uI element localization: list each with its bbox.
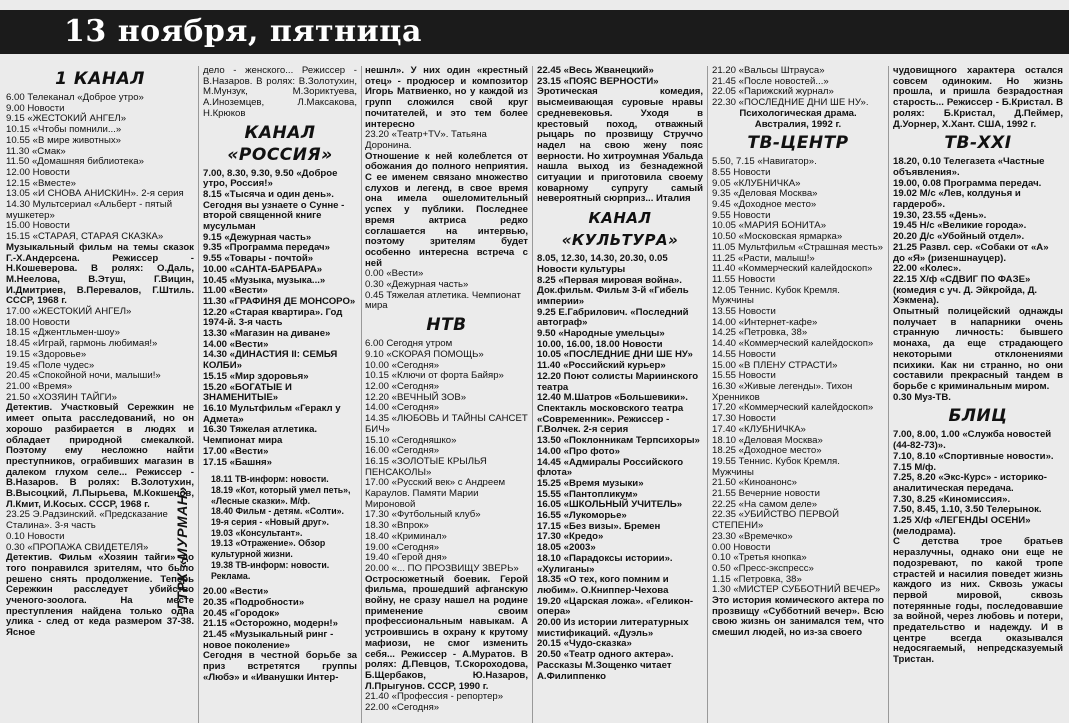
program-listing: 18.20, 0.10 Телегазета «Частные объявления». 19.00, 0.08 Программа передач. 19.02 М/с «Лев, колдунья и гардероб». 19.30, 23.55 «День». 19.45 Н/с «Великие города». 20.20 Д/с «Убойный отдел». 21.25 Развл. сер. «Собаки от «А» до «Я» (ризеншнауцер). 22.00 «Колес». 22.15 Х/ф «СДВИГ ПО ФАЗЕ» (комедия с уч. Д. Эйкройда, Д. Хэкмена). [893,156,1049,307]
channel-title-russia: КАНАЛ «РОССИЯ» [227,122,333,165]
program-listing: 7.00, 8.30, 9.30, 9.50 «Доброе утро, Россия!» 8.15 «Тысяча и один день». Сегодня вы узнаете о Сунне - второй священной книге мусульман 9.15 «Дежурная часть» 9.35 «Программа передач» 9.55 «Товары - почтой» 10.00 «САНТА-БАРБАРА» 10.45 «Музыка, музыка...» 11.00 «Вести» 11.30 «ГРАФИНЯ ДЕ МОНСОРО» 12.20 «Старая квартира». Год 1974-й. 3-я часть 13.30 «Магазин на диване» 14.00 «Вести» 14.30 «ДИНАСТИЯ II: СЕМЬЯ КОЛБИ» 15.15 «Мир здоровья» 15.20 «БОГАТЫЕ И ЗНАМЕНИТЫЕ» 16.10 Мультфильм «Геракл у Адмета» 16.30 Тяжелая атлетика. Чемпионат мира 17.00 «Вести» 17.15 «Башня» [203,167,356,468]
channel-title-ntv: НТВ [426,315,467,336]
program-description: Сегодня в честной борьбе за приз встретятся группы «Любэ» и «Иванушки Интер- [203,650,360,683]
program-description: Музыкальный фильм на темы сказок Г.-Х.Андерсена. Режиссер - Н.Кошеверова. В ролях: О.Даль, М.Неелова, В.Этуш, Г.Вицин, И.Дмитриев, В.Перевалов, Г.Штиль. СССР, 1968 г. [6,241,197,307]
column-channel-tv21 [893,65,1066,723]
column-channel-kultura [537,65,706,723]
column-channel-one [6,66,197,723]
program-listing: 21.40 «Профессия - репортер» 22.00 «Сегодня» [365,691,504,714]
channel-title-tv21: ТВ-XXI [944,133,1012,154]
column-divider [532,66,533,723]
page-title: 13 ноября, пятница [64,14,422,49]
program-listing: 6.00 Сегодня утром 9.10 «СКОРАЯ ПОМОЩЬ» 10.00 «Сегодня» 10.15 «Ключи от форта Байяр» 12.00 «Сегодня» 12.20 «ВЕЧНЫЙ ЗОВ» 14.00 «Сегодня» 14.35 «ЛЮБОВЬ И ТАЙНЫ САНСЕТ БИЧ» 15.10 «Сегодняшко» 16.00 «Сегодня» 16.15 «ЗОЛОТЫЕ КРЫЛЬЯ ПЕНСАКОЛЫ» 17.00 «Русский век» с Андреем Караулов. Памяти Марии Мироновой 17.30 «Футбольный клуб» 18.30 «Впрок» 18.40 «Криминал» 19.00 «Сегодня» 19.40 «Герой дня» 20.00 «... ПО ПРОЗВИЩУ ЗВЕРЬ» [365,338,528,574]
program-description: чудовищного характера остался совсем одиноким. Но жизнь прошла, и пришла безрадостная старость... Режиссер - Б.Кристал. В ролях: Б.Кристал, Д.Пеймер, Д.Уорнер, Х.Хант. США, 1992 г. [893,65,1066,130]
program-description: Это история комического актера по прозвищу «Субботний вечер». Всю свою жизнь он занимался тем, что смешил людей, но из-за своего [712,595,887,639]
program-description: Детектив. Участковый Сережкин не имеет опыта расследований, но он хорошо разбирается в людях и обладает природной смекалкой. Поэтому ему несложно найти преступников, ограбивших магазин в далеком глухом селе... Режиссер - В.Назаров. В ролях: В.Золотухин, В.Высоцкий, Л.Пырьева, М.Кокшенов, Л.Кмит, И.Косых. СССР, 1968 г. [6,402,197,510]
program-listing: 17.00 «ЖЕСТОКИЙ АНГЕЛ» 18.00 Новости 18.15 «Джентльмен-шоу» 18.45 «Играй, гармонь любимая!» 19.15 «Здоровье» 19.45 «Поле чудес» 20.45 «Спокойной ночи, малыши!» 21.00 «Время» 21.50 «ХОЗЯИН ТАЙГИ» [6,306,161,403]
channel-title-kultura: КАНАЛ «КУЛЬТУРА» [561,209,679,250]
channel-title-1kanal: 1 КАНАЛ [55,69,145,89]
program-listing: 20.00 «Вести» 20.35 «Подробности» 20.45 «Городок» 21.15 «Осторожно, модерн!» 21.45 «Музыкальный ринг - новое поколение» [203,586,338,651]
regional-vertical-label [168,460,196,650]
program-listing: 21.20 «Вальсы Штрауса» 21.45 «После новостей...» 22.05 «Парижский журнал» 22.30 «ПОСЛЕДНИЕ ДНИ ШЕ НУ». [712,65,869,109]
program-description: Остросюжетный боевик. Герой фильма, прошедший афганскую войну, не сразу нашел на родине применение своим профессиональным навыкам. А устроившись в охрану к крутому мафиози, не смог изменить себя... Режиссер - А.Муратов. В ролях: Д.Певцов, Т.Скороходова, Б.Щербаков, Ю.Назаров, Л.Прыгунов. СССР, 1990 г. [365,573,531,692]
channel-title-tvcenter: ТВ-ЦЕНТР [747,133,849,154]
program-listing: 7.00, 8.00, 1.00 «Служба новостей (44-82-73)». 7.10, 8.10 «Спортивные новости». 7.15 М/ф. 7.25, 8.20 «Экс-Курс» - историко-аналитическая передача. 7.30, 8.25 «Киномиссия». 7.50, 8.45, 1.10, 3.50 Телерынок. 1.25 Х/ф «ЛЕГЕНДЫ ОСЕНИ» (мелодрама). [893,429,1054,537]
column-channel-tvcenter [712,65,887,723]
program-description: Детектив. Фильм «Хозяин тайги» до того понравился зрителям, что было решено снять продолжение. Теперь Сережкин расследует убийство ученого-зоолога. На месте преступления найдена только одна улика - след от кеда размером 37-38. Ясное [6,552,197,639]
program-listing: 8.05, 12.30, 14.30, 20.30, 0.05 Новости культуры 8.25 «Первая мировая война». Док.фильм. Фильм 3-й «Гибель империи» 9.25 Е.Габрилович. «Последний автограф» 9.50 «Народные умельцы» 10.00, 16.00, 18.00 Новости 10.05 «ПОСЛЕДНИЕ ДНИ ШЕ НУ» 11.40 «Российский курьер» 12.20 Поют солисты Мариинского театра 12.40 М.Шатров «Большевики». Спектакль московского театра «Современник». Режиссер - Г.Волчек. 2-я серия 13.50 «Поклонникам Терпсихоры» 14.00 «Про фото» 14.45 «Адмиралы Российского флота» 15.25 «Время музыки» 15.55 «Пантопликум» 16.05 «ШКОЛЬНЫЙ УЧИТЕЛЬ» 16.55 «Лукоморье» 17.15 «Без визы». Бремен 17.30 «Кредо» 18.05 «2003» 18.10 «Парадоксы истории». «Хулиганы» 18.35 «О тех, кого помним и любим». О.Книппер-Чехова 19.20 «Царская ложа». «Геликон-опера» 20.00 Из истории литературных мистификаций. «Дуэль» 20.15 «Чудо-сказка» 20.50 «Театр одного актера». Рассказы М.Зощенко читает А.Филиппенко [537,253,700,682]
program-description: С детства трое братьев неразлучны, однако они еще не подозревают, по какой тропе страстей и насилия поведет жизнь каждого из них. Сквозь ужасы первой мировой, сквозь потерянные годы, последовавшие за войной, через любовь и потери, предательство и надежду. И в центре всегда оказывался недосягаемый, непредсказуемый Тристан. [893,536,1066,666]
column-channel-ntv [365,65,531,723]
column-channel-russia [203,65,360,723]
program-description: Эротическая комедия, высмеивающая суровые нравы средневековья. Уходя в крестовый поход, отважный рыцарь по прозвищу Струччо надел на свою жену пояс верности. Но хитроумная Убальда нашла выход из безнадежной ситуации и приготовила своему коварному супругу самый невероятный сюрприз... Италия [537,86,706,205]
program-description: нешнл». У них один «крестный отец» - продюсер и композитор Игорь Матвиенко, но у каждой из групп сложился свой круг почитателей, и это тем более интересно [365,65,531,130]
program-description: дело - женского... Режиссер - В.Назаров. В ролях: В.Золотухин, М.Мунзук, М.Зориктуева, А.Иноземцев, Л.Максакова, Н.Крюков [203,65,360,119]
program-listing: 23.25 Э.Радзинский. «Предсказание Сталина». 3-я часть 0.10 Новости 0.30 «ПРОПАЖА СВИДЕТЕЛЯ» [6,509,168,553]
program-listing: 6.00 Телеканал «Доброе утро» 9.00 Новости 9.15 «ЖЕСТОКИЙ АНГЕЛ» 10.15 «Чтобы помнили...» 10.55 «В мире животных» 11.30 «Смак» 11.50 «Домашняя библиотека» 12.00 Новости 12.15 «Вместе» 13.05 «И СНОВА АНИСКИН». 2-я серия 14.30 Мультсериал «Альберт - пятый мушкетер» 15.00 Новости 15.15 «СТАРАЯ, СТАРАЯ СКАЗКА» [6,92,184,243]
column-divider [361,66,362,723]
page-header [0,0,1069,63]
program-description: Психологическая драма. Австралия, 1992 г. [739,107,860,130]
column-divider [198,66,199,723]
regional-channel-name: ГТРК «МУРМАН» [174,486,190,610]
program-description: Отношение к ней колеблется от обожания до полного неприятия. С ее именем связано множество слухов и легенд, в свое время она имела ошеломительный успех у публики. Последнее время актриса редко соглашается на интервью, поэтому зрителям будет особенно интересна встреча с ней [365,150,531,269]
program-listing: 23.20 «Театр+TV». Татьяна Доронина. [365,129,490,151]
program-listing: 0.00 «Вести» 0.30 «Дежурная часть» 0.45 Тяжелая атлетика. Чемпионат мира [365,268,521,312]
program-listing: 0.30 Муз-ТВ. [893,391,951,403]
regional-block [211,474,357,581]
program-description: Опытный полицейский однажды получает в напарники очень странную личность: бывшего монаха, да еще страдающего некоторыми отклонениями психики. Как ни странно, но они составили прекрасный тандем в борьбе с криминальным миром. [893,306,1066,392]
program-listing: 22.45 «Весь Жванецкий» 23.15 «ПОЯС ВЕРНОСТИ» [537,65,659,87]
program-listing: 5.50, 7.15 «Навигатор». 8.55 Новости 9.05 «КЛУБНИЧКА» 9.35 «Деловая Москва» 9.45 «Доходное место» 9.55 Новости 10.05 «МАРИЯ БОНИТА» 10.50 «Московская ярмарка» 11.05 Мультфильм «Страшная месть» 11.25 «Расти, малыш!» 11.40 «Коммерческий калейдоскоп» 11.55 Новости 12.05 Теннис. Кубок Кремля. Мужчины 13.55 Новости 14.00 «Интернет-кафе» 14.25 «Петровка, 38» 14.40 «Коммерческий калейдоскоп» 14.55 Новости 15.00 «В ПЛЕНУ СТРАСТИ» 15.55 Новости 16.30 «Живые легенды». Тихон Хренников 17.20 «Коммерческий калейдоскоп» 17.30 Новости 17.40 «КЛУБНИЧКА» 18.10 «Деловая Москва» 18.25 «Доходное место» 19.55 Теннис. Кубок Кремля. Мужчины 21.50 «Кинoанонс» 21.55 Вечерние новости 22.25 «На самом деле» 22.35 «УБИЙСТВО ПЕРВОЙ СТЕПЕНИ» 23.30 «Времечко» 0.00 Новости 0.10 «Третья кнопка» 0.50 «Пресс-экспресс» 1.15 «Петровка, 38» 1.30 «МИСТЕР СУББОТНИЙ ВЕЧЕР» [712,156,883,596]
column-divider [888,66,889,723]
regional-listing: 18.11 ТВ-информ: новости. 18.19 «Кот, который умел петь», «Лесные сказки». М/ф. 18.40 Фильм - детям. «Солти». 19-я серия - «Новый друг». 19.03 «Консультант». 19.13 «Отражение». Обзор культурной жизни. 19.38 ТВ-информ: новости. Реклама. [211,474,351,581]
column-divider [707,66,708,723]
channel-title-blitz: БЛИЦ [948,406,1008,427]
